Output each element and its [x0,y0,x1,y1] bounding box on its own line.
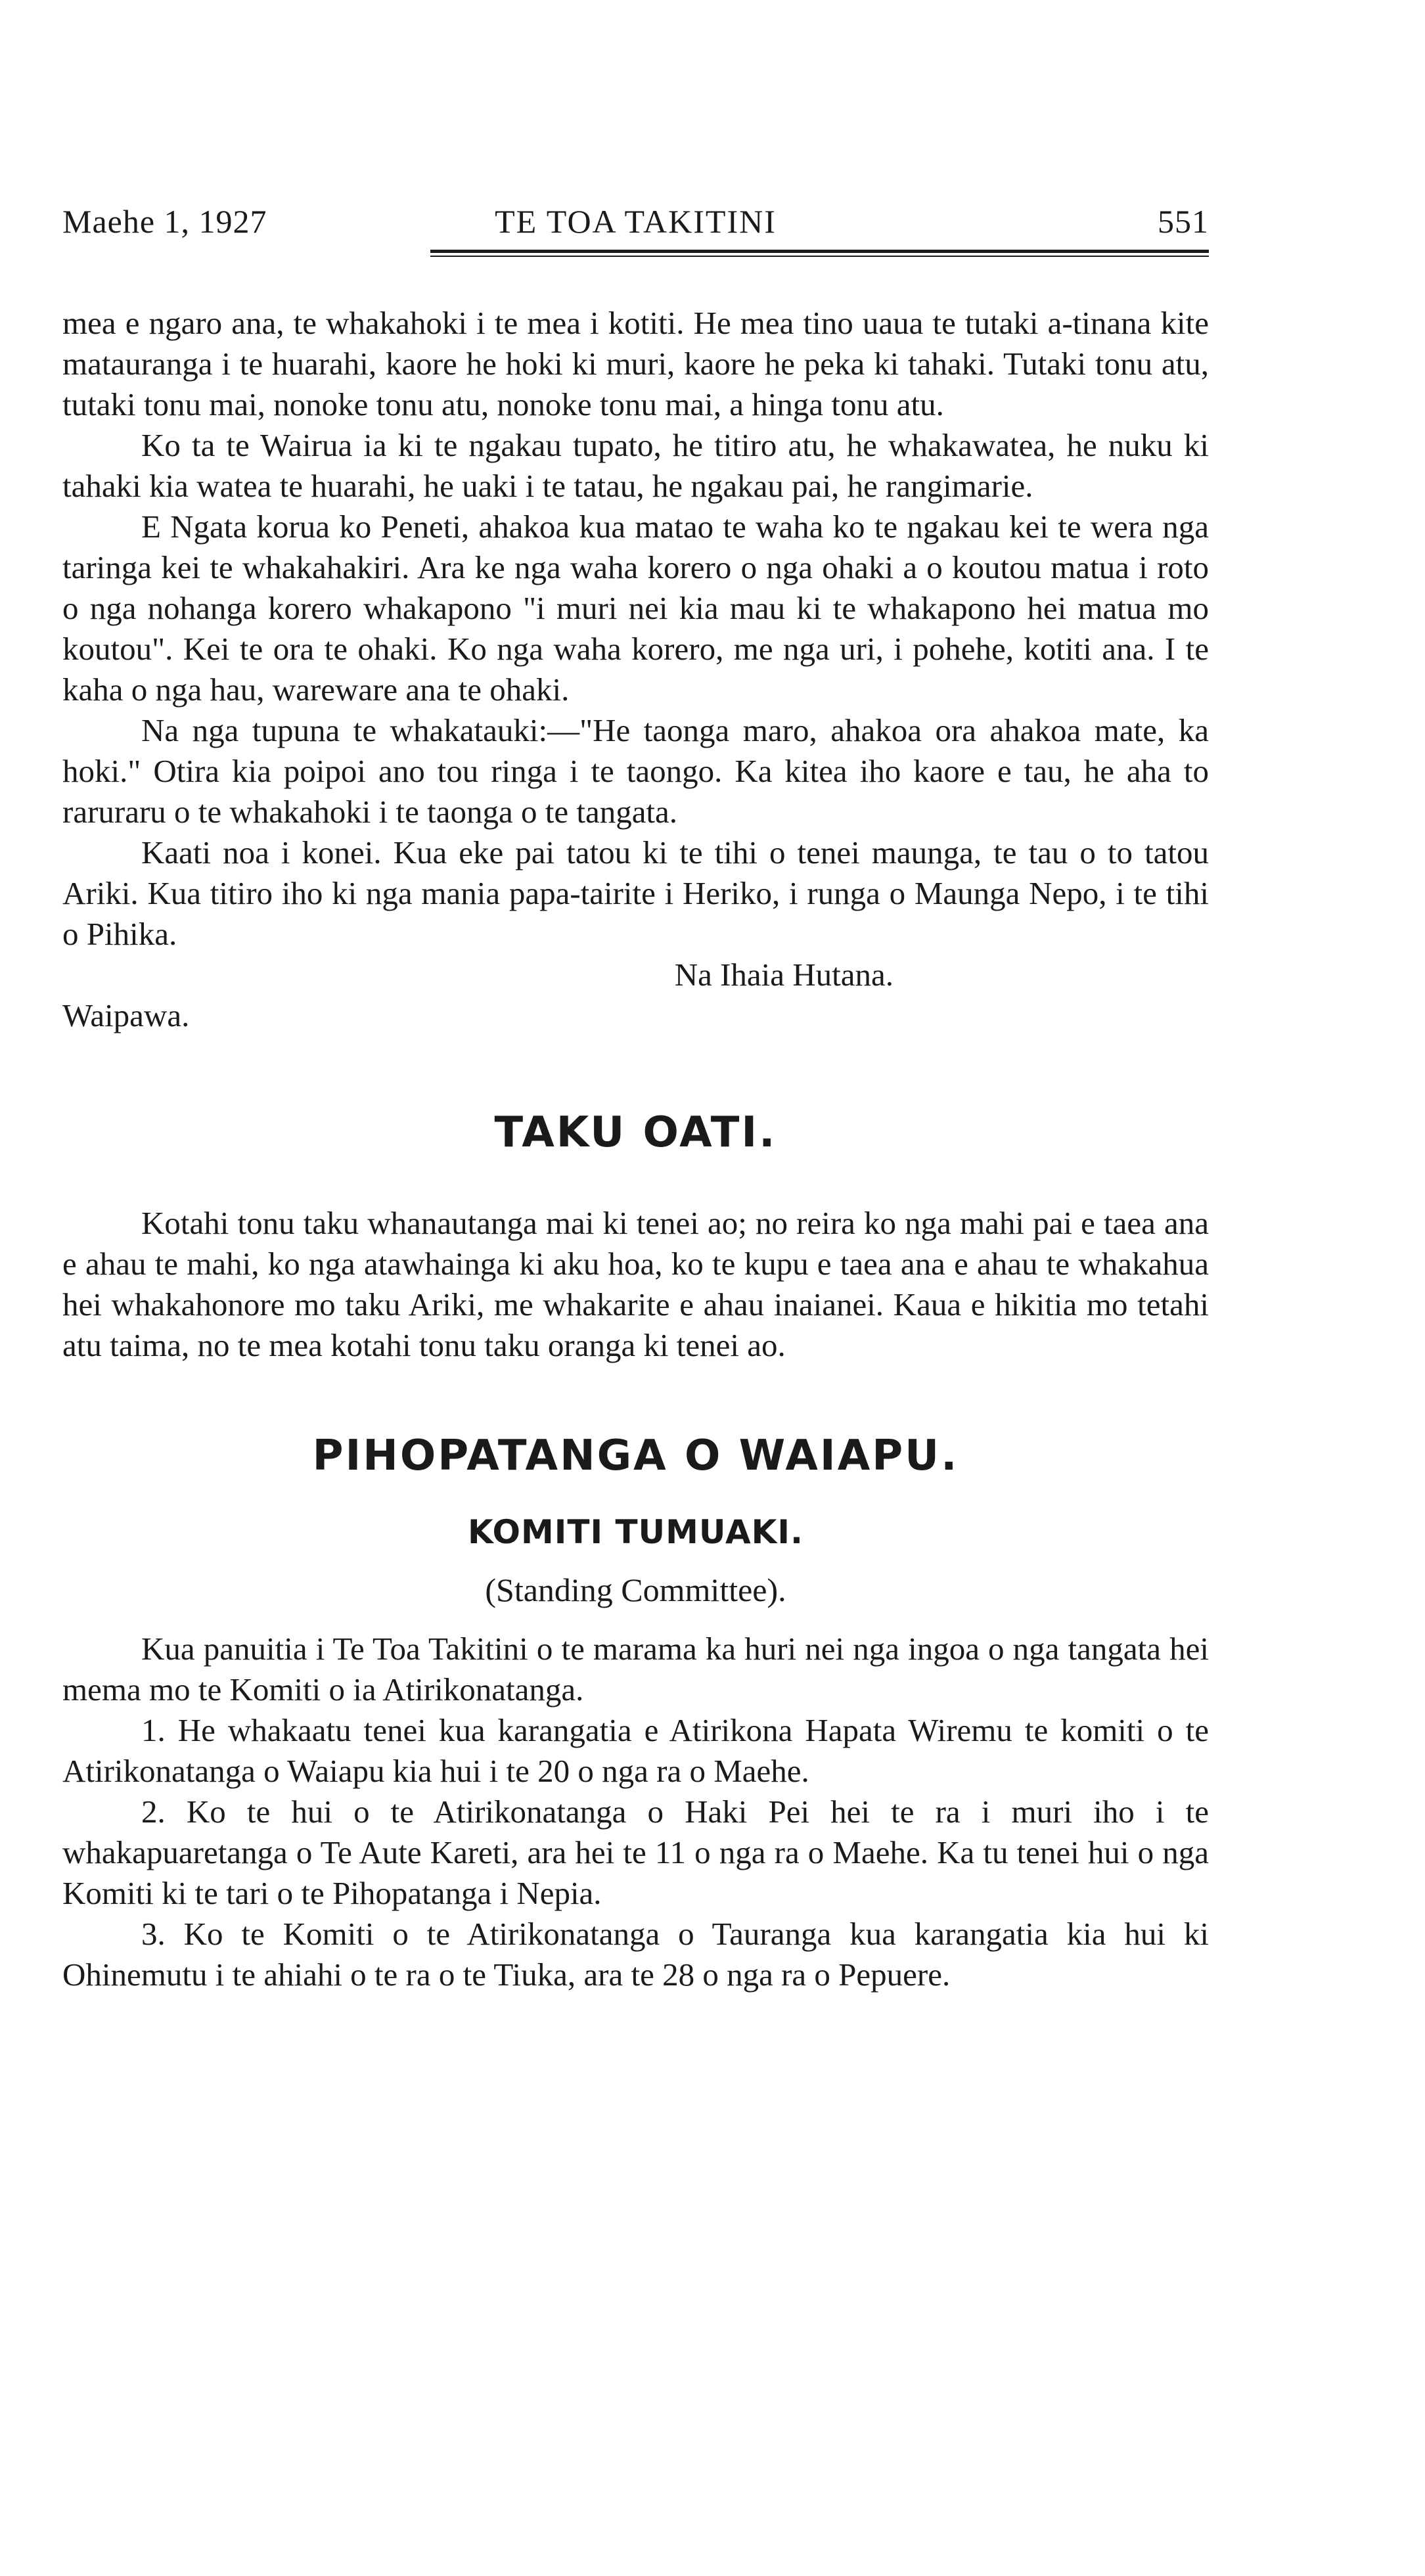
document-page [62,197,1209,1995]
letter-paragraph: Kaati noa i konei. Kua eke pai tatou ki te tihi o tenei maunga, te tau o to tatou Ariki. Kua titiro iho ki nga mania papa-tairite i Heriko, i runga o Maunga Nepo, i te tihi o Pihika. [62,834,1209,952]
diocese-title: PIHOPATANGA O WAIAPU. [312,1432,959,1480]
header-date: Maehe 1, 1927 [62,203,267,240]
header-rule [430,250,1209,253]
oath-paragraph: Kotahi tonu taku whanautanga mai ki tenei ao; no reira ko nga mahi pai e taea ana e ahau te mahi, ko nga atawhainga ki aku hoa, ko te kupu e taea ana e ahau te whakahua hei whakahonore mo taku Ariki, me whakarite e ahau inaianei. Kaua e hikitia mo tetahi atu taima, no te mea kotahi tonu taku oranga ki tenei ao. [62,1205,1209,1363]
letter-signature: Na Ihaia Hutana. [674,957,893,993]
committee-title: KOMITI TUMUAKI. [467,1513,804,1551]
diocese-section [62,1432,1209,1995]
diocese-item: 2. Ko te hui o te Atirikonatanga o Haki Pei hei te ra i muri iho i te whakapuaretanga o Te Aute Kareti, ara hei te 11 o nga ra o Maehe. Ka tu tenei hui o nga Komiti ki te tari o te Pihopatanga i Nepia. [62,1794,1209,1911]
diocese-intro: Kua panuitia i Te Toa Takitini o te marama ka huri nei nga ingoa o nga tangata hei mema mo te Komiti o ia Atirikonatanga. [62,1631,1209,1707]
running-head [62,197,1209,250]
diocese-item: 3. Ko te Komiti o te Atirikonatanga o Tauranga kua karangatia kia hui ki Ohinemutu i te ahiahi o te ra o te Tiuka, ara te 28 o nga ra o Pepuere. [62,1916,1209,1993]
header-title: TE TOA TAKITINI [495,203,777,240]
header-rule-thin [430,256,1209,257]
page-number: 551 [1158,203,1209,240]
letter-paragraph: Ko ta te Wairua ia ki te ngakau tupato, he titiro atu, he whakawatea, he nuku ki tahaki kia watea te huarahi, he uaki i te tatau, he ngakau pai, he rangimarie. [62,427,1209,504]
oath-title: TAKU OATI. [494,1108,777,1157]
diocese-item: 1. He whakaatu tenei kua karangatia e Atirikona Hapata Wiremu te komiti o te Atirikonatanga o Waiapu kia hui i te 20 o nga ra o Maehe. [62,1712,1209,1789]
oath-section [62,1108,1209,1366]
letter-paragraph: E Ngata korua ko Peneti, ahakoa kua matao te waha ko te ngakau kei te wera nga taringa kei te whakahakiri. Ara ke nga waha korero o nga ohaki a o koutou matua i roto o nga nohanga korero whakapono "i muri nei kia mau ki te whakapono hei matua mo koutou". Kei te ora te ohaki. Ko nga waha korero, me nga uri, i pohehe, kotiti ana. I te kaha o nga hau, wareware ana te ohaki. [62,508,1209,708]
committee-subtitle: (Standing Committee). [485,1571,786,1608]
letter-paragraph: mea e ngaro ana, te whakahoki i te mea i kotiti. He mea tino uaua te tutaki a-tinana kite matauranga i te huarahi, kaore he hoki ki muri, kaore he peka ki tahaki. Tutaki tonu atu, tutaki tonu mai, nonoke tonu atu, nonoke tonu mai, a hinga tonu atu. [62,305,1209,422]
letter-section [62,303,1209,1036]
letter-place: Waipawa. [62,997,190,1033]
letter-paragraph: Na nga tupuna te whakatauki:—"He taonga maro, ahakoa ora ahakoa mate, ka hoki." Otira kia poipoi ano tou ringa i te taongo. Ka kitea iho kaore e tau, he aha to raruraru o te whakahoki i te taonga o te tangata. [62,712,1209,830]
